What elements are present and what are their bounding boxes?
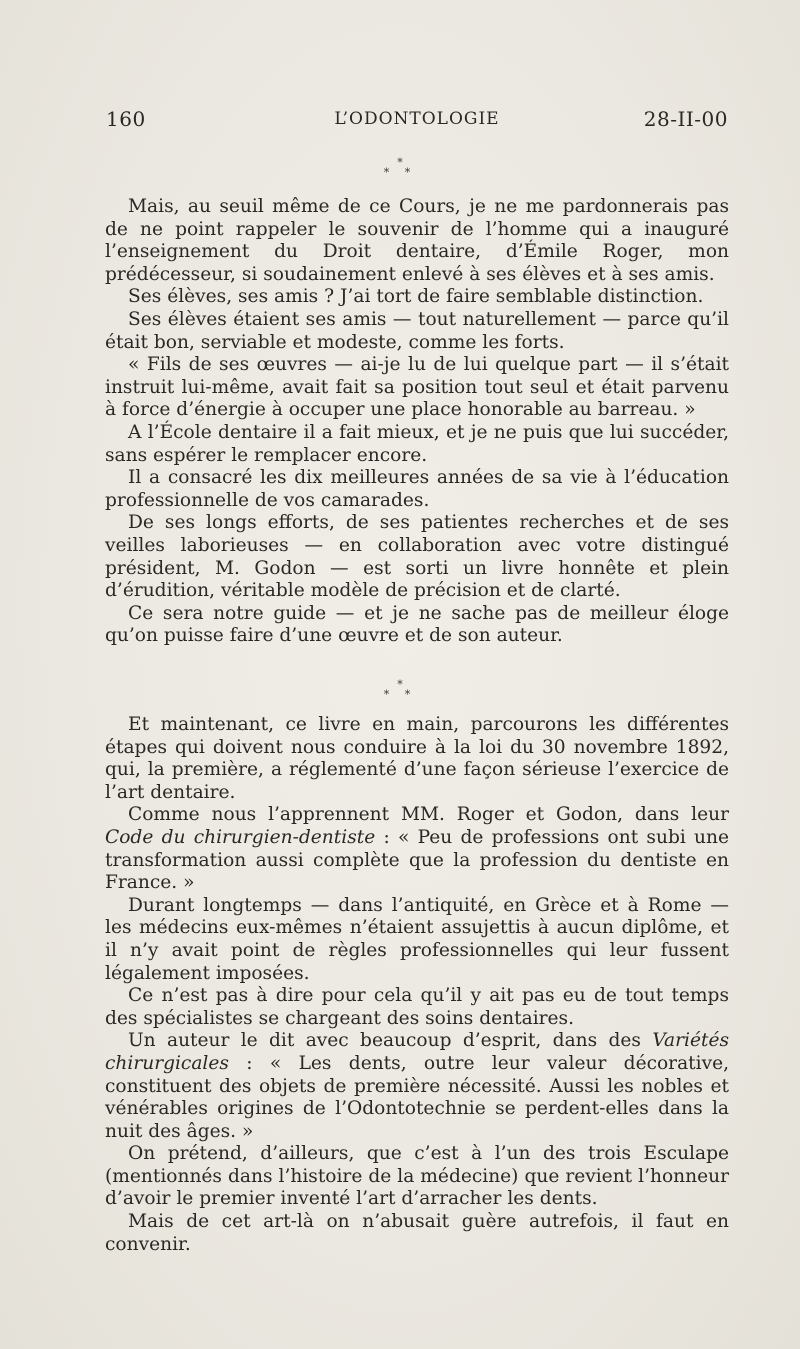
asterism-divider xyxy=(0,680,800,700)
paragraph: Ce n’est pas à dire pour cela qu’il y ait pas eu de tout temps des spécialistes se chargeant des soins dentaires. xyxy=(105,985,729,1029)
asterism-star: * xyxy=(397,678,403,691)
paragraph: De ses longs efforts, de ses patientes recherches et de ses veilles laborieuses — en collaboration avec votre distingué président, M. Godon — est sorti un livre honnête et plein d’érudition, véritable modèle de précision et de clarté. xyxy=(105,512,729,602)
asterism-stars: * * xyxy=(383,166,417,179)
journal-title: L’ODONTOLOGIE xyxy=(334,109,500,129)
paragraph xyxy=(105,804,729,894)
text-run: Un auteur le dit avec beaucoup d’esprit, dans des xyxy=(128,1030,653,1052)
issue-date: 28-II-00 xyxy=(643,107,728,131)
text-run: : « Les dents, outre leur valeur décorative, constituent des objets de première nécessité. Aussi les nobles et vénérables origines de l’Odontotechnie se perdent-elles dans la nuit des âges. » xyxy=(105,1052,729,1142)
paragraph: On prétend, d’ailleurs, que c’est à l’un des trois Esculape (mentionnés dans l’histoire de la médecine) que revient l’honneur d’avoir le premier inventé l’art d’arracher les dents. xyxy=(105,1143,729,1210)
paragraph: Ce sera notre guide — et je ne sache pas de meilleur éloge qu’on puisse faire d’une œuvre et de son auteur. xyxy=(105,602,729,647)
paragraph: Et maintenant, ce livre en main, parcourons les différentes étapes qui doivent nous conduire à la loi du 30 novembre 1892, qui, la première, a réglementé d’une façon sérieuse l’exercice de l’art dentaire. xyxy=(105,714,729,803)
asterism-star: * xyxy=(397,156,403,169)
paragraph: « Fils de ses œuvres — ai-je lu de lui quelque part — il s’était instruit lui-même, avait fait sa position tout seul et était parvenu à force d’énergie à occuper une place honorable au barreau. » xyxy=(105,354,729,421)
text-run: Comme nous l’apprennent MM. Roger et Godon, dans leur xyxy=(128,804,729,826)
asterism-stars: * * xyxy=(383,688,417,701)
paragraph: Mais, au seuil même de ce Cours, je ne me pardonnerais pas de ne point rappeler le souvenir de l’homme qui a inauguré l’enseignement du Droit dentaire, d’Émile Roger, mon prédécesseur, si soudainement enlevé à ses élèves et à ses amis. xyxy=(105,196,729,285)
section-2-text xyxy=(105,714,729,1256)
section-1-text xyxy=(105,196,729,648)
running-head xyxy=(106,107,728,139)
paragraph: A l’École dentaire il a fait mieux, et je ne puis que lui succéder, sans espérer le remplacer encore. xyxy=(105,421,729,466)
paragraph: Il a consacré les dix meilleures années de sa vie à l’éducation professionnelle de vos camarades. xyxy=(105,467,729,511)
paragraph: Mais de cet art-là on n’abusait guère autrefois, il faut en convenir. xyxy=(105,1211,729,1255)
page-number: 160 xyxy=(106,107,146,131)
paragraph: Ses élèves étaient ses amis — tout naturellement — parce qu’il était bon, serviable et modeste, comme les forts. xyxy=(105,308,729,353)
paragraph xyxy=(105,1030,729,1143)
paragraph: Ses élèves, ses amis ? J’ai tort de faire semblable distinction. xyxy=(128,286,704,308)
text-run: : « Peu de professions ont subi une transformation aussi complète que la profession du dentiste en France. » xyxy=(105,826,730,894)
paragraph: Durant longtemps — dans l’antiquité, en Grèce et à Rome — les médecins eux-mêmes n’étaient assujettis à aucun diplôme, et il n’y avait point de règles professionnelles qui leur fussent légalement imposées. xyxy=(105,894,729,984)
book-title: Code du chirurgien-dentiste xyxy=(105,826,376,848)
book-title: Variétés chirurgicales xyxy=(105,1030,729,1074)
asterism-divider xyxy=(0,158,800,178)
